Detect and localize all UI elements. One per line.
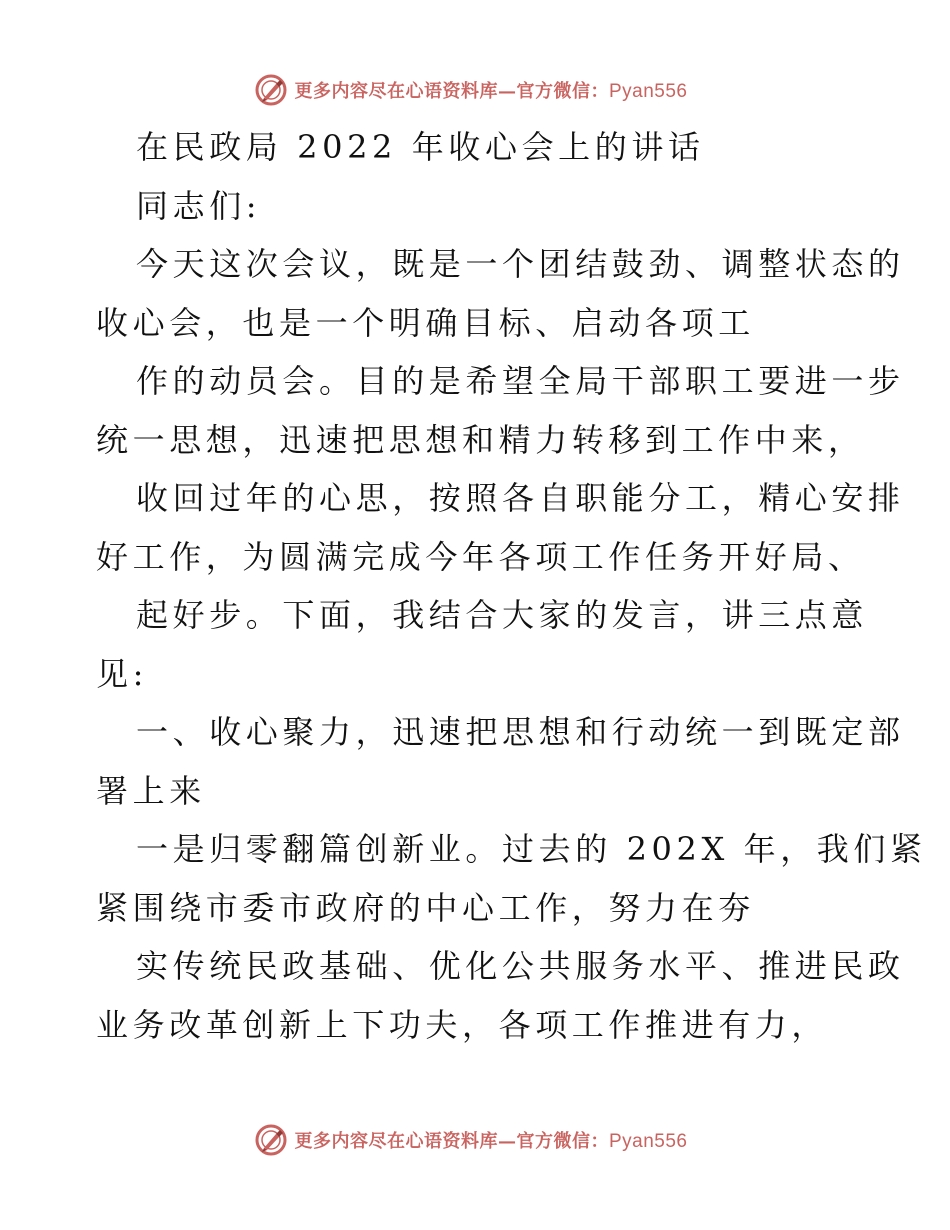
watermark-footer-inner — [254, 1123, 687, 1157]
watermark-header — [0, 68, 950, 112]
text-line: 好工作，为圆满完成今年各项工作任务开好局、 — [96, 537, 865, 576]
text-line: 一是归零翻篇创新业。过去的 202X 年，我们紧 — [136, 830, 927, 868]
section-heading-cont: 署上来 — [96, 771, 206, 810]
watermark-wechat-id: Pyan556 — [608, 1131, 688, 1152]
pen-logo-icon — [254, 1123, 288, 1157]
watermark-text — [294, 1127, 687, 1153]
text-line: 紧围绕市委市政府的中心工作，努力在夯 — [96, 888, 755, 927]
text-line: 起好步。下面，我结合大家的发言，讲三点意 — [136, 596, 869, 634]
text-line: 见: — [96, 654, 148, 693]
document-body — [96, 118, 927, 1054]
section-heading: 一、收心聚力，迅速把思想和行动统一到既定部 — [136, 713, 905, 751]
text-line: 作的动员会。目的是希望全局干部职工要进一步 — [136, 362, 905, 400]
text-line: 实传统民政基础、优化公共服务水平、推进民政 — [136, 947, 905, 985]
watermark-label: 更多内容尽在心语资料库—官方微信： — [294, 81, 609, 102]
watermark-wechat-id: Pyan556 — [608, 81, 688, 102]
text-line: 今天这次会议，既是一个团结鼓劲、调整状态的 — [136, 245, 905, 283]
text-line: 收心会，也是一个明确目标、启动各项工 — [96, 303, 755, 342]
watermark-header-inner — [254, 73, 687, 107]
watermark-footer — [0, 1118, 950, 1162]
document-title: 在民政局 2022 年收心会上的讲话 — [136, 128, 705, 166]
salutation: 同志们: — [136, 186, 262, 225]
text-line: 统一思想，迅速把思想和精力转移到工作中来， — [96, 420, 865, 459]
watermark-label: 更多内容尽在心语资料库—官方微信： — [294, 1131, 609, 1152]
pen-logo-icon — [254, 73, 288, 107]
text-line: 收回过年的心思，按照各自职能分工，精心安排 — [136, 479, 905, 517]
watermark-text — [294, 77, 687, 103]
text-line: 业务改革创新上下功夫，各项工作推进有力， — [96, 1005, 829, 1044]
